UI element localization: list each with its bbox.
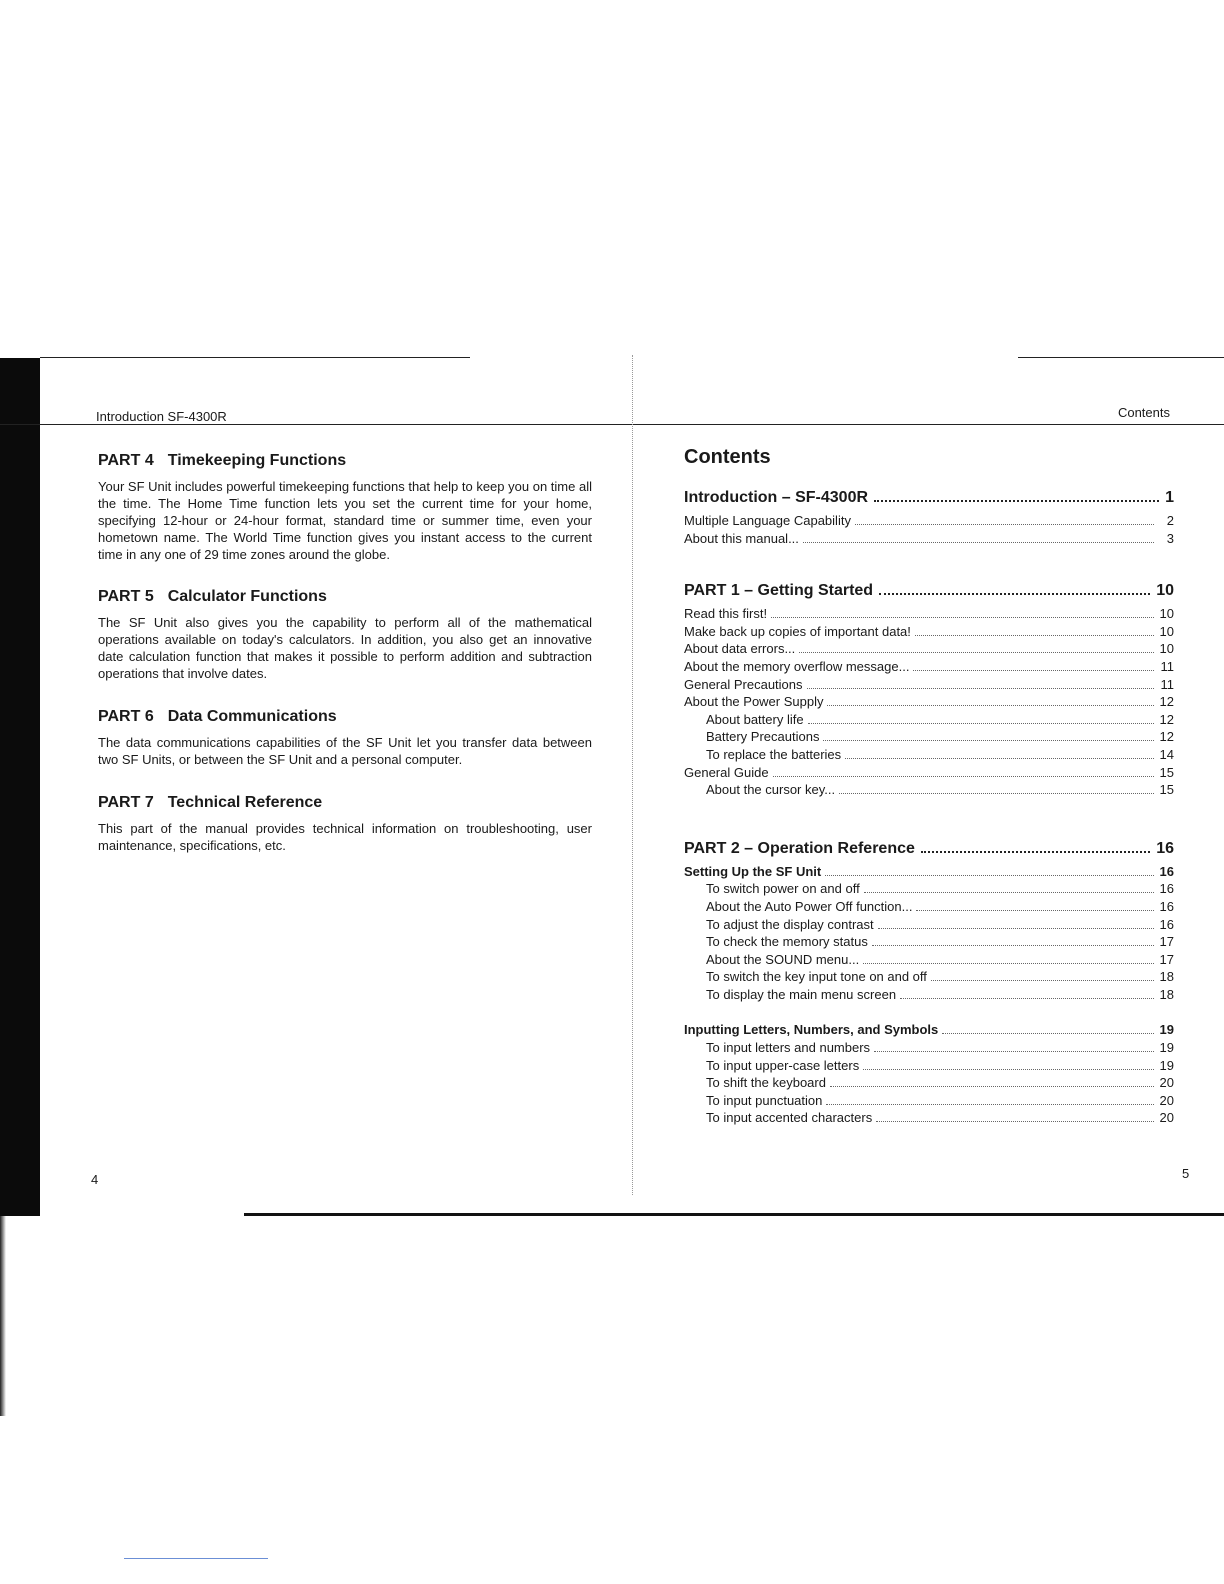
toc-entry-label: Make back up copies of important data! xyxy=(684,623,911,639)
part-4-heading: PART 4 Timekeeping Functions xyxy=(98,452,347,469)
toc-entry xyxy=(684,677,1174,695)
toc-entry-label: To shift the keyboard xyxy=(706,1075,826,1091)
toc-section-label: Introduction – SF-4300R xyxy=(684,489,869,506)
toc-leader xyxy=(823,740,1154,741)
toc-leader xyxy=(913,670,1154,671)
toc-entry-label: To switch power on and off xyxy=(706,881,860,897)
toc-entry xyxy=(684,606,1174,624)
part-5-text: The SF Unit also gives you the capability to perform all of the mathematical operations available on today's calculators. In addition, you also get an innovative date calculation function that makes it possible to perform addition and subtraction operations that involve dates. xyxy=(98,615,592,681)
part-5-block xyxy=(98,588,592,682)
part-7-heading: PART 7 Technical Reference xyxy=(98,794,323,811)
toc-entry-page: 18 xyxy=(1159,969,1174,985)
toc-section-gap xyxy=(684,548,1174,582)
toc-entry-label: To input letters and numbers xyxy=(706,1040,871,1056)
toc-entry-label: About this manual... xyxy=(684,530,799,546)
part-7-text: This part of the manual provides technical information on troubleshooting, user maintenance, specifications, etc. xyxy=(98,821,592,853)
toc-entry-page: 2 xyxy=(1166,513,1174,528)
toc-entry-label: General Precautions xyxy=(684,676,803,692)
toc-entry xyxy=(684,782,1174,800)
toc-entry-label: To display the main menu screen xyxy=(706,986,897,1002)
toc-leader xyxy=(773,776,1154,777)
toc-section-heading xyxy=(684,582,1174,600)
toc-entry-label: About data errors... xyxy=(684,641,796,657)
toc-entry-label: To input accented characters xyxy=(706,1110,873,1126)
toc-entry xyxy=(684,969,1174,987)
toc-section-heading xyxy=(684,489,1174,507)
toc-section-gap xyxy=(684,800,1174,840)
toc-entry-label: To adjust the display contrast xyxy=(706,916,874,932)
contents-title: Contents xyxy=(684,446,771,468)
toc-entry xyxy=(684,694,1174,712)
toc-entry xyxy=(684,747,1174,765)
toc-leader xyxy=(807,688,1154,689)
toc-section-page: 10 xyxy=(1156,582,1174,600)
part-6-block xyxy=(98,708,592,768)
scan-edge-shadow xyxy=(0,1216,6,1416)
toc-entry-label: General Guide xyxy=(684,764,769,780)
toc-entry xyxy=(684,917,1174,935)
toc-leader xyxy=(863,963,1154,964)
toc-entry-page: 16 xyxy=(1159,881,1174,897)
part-5-heading: PART 5 Calculator Functions xyxy=(98,588,327,605)
toc-leader xyxy=(921,851,1150,853)
toc-entry xyxy=(684,531,1174,549)
part-4-block xyxy=(98,452,592,563)
toc-leader xyxy=(876,1121,1154,1122)
toc-entry-page: 12 xyxy=(1159,711,1174,727)
top-rule-left xyxy=(40,357,470,358)
right-page-number: 5 xyxy=(1182,1166,1190,1181)
toc-body xyxy=(684,489,1174,1128)
toc-entry xyxy=(684,641,1174,659)
toc-entry-label: To switch the key input tone on and off xyxy=(706,969,927,985)
toc-entry-page: 16 xyxy=(1159,916,1174,932)
toc-entry xyxy=(684,864,1174,882)
toc-entry-page: 11 xyxy=(1160,658,1174,674)
header-rule xyxy=(0,424,1224,425)
toc-entry xyxy=(684,765,1174,783)
toc-entry-label: About the cursor key... xyxy=(706,782,836,798)
toc-entry xyxy=(684,1058,1174,1076)
part-6-heading: PART 6 Data Communications xyxy=(98,708,337,725)
toc-leader xyxy=(799,652,1154,653)
toc-entry-label: About the Auto Power Off function... xyxy=(706,898,913,914)
toc-entry-label: To check the memory status xyxy=(706,934,868,950)
toc-entry-page: 20 xyxy=(1159,1092,1174,1108)
toc-entry-page: 20 xyxy=(1159,1110,1174,1126)
toc-spacer xyxy=(684,1004,1174,1022)
toc-entry xyxy=(684,659,1174,677)
toc-entry-page: 19 xyxy=(1159,1022,1174,1038)
toc-leader xyxy=(803,542,1154,543)
toc-leader xyxy=(874,500,1159,502)
toc-leader xyxy=(845,758,1154,759)
toc-entry xyxy=(684,1040,1174,1058)
toc-entry xyxy=(684,712,1174,730)
toc-section-page: 16 xyxy=(1156,839,1174,857)
toc-leader xyxy=(916,910,1154,911)
toc-entry-page: 12 xyxy=(1159,694,1174,710)
toc-entry-label: To input punctuation xyxy=(706,1092,823,1108)
toc-leader xyxy=(931,980,1154,981)
toc-leader xyxy=(839,793,1154,794)
toc-entry xyxy=(684,1110,1174,1128)
toc-entry-page: 19 xyxy=(1159,1057,1174,1073)
toc-entry-page: 17 xyxy=(1159,951,1174,967)
left-running-header: Introduction SF-4300R xyxy=(96,409,227,424)
toc-leader xyxy=(830,1086,1154,1087)
toc-entry-page: 10 xyxy=(1159,623,1174,639)
toc-leader xyxy=(942,1033,1154,1034)
toc-entry xyxy=(684,729,1174,747)
toc-entry xyxy=(684,513,1174,531)
toc-entry-label: Multiple Language Capability xyxy=(684,513,851,528)
toc-entry xyxy=(684,1093,1174,1111)
toc-entry-page: 16 xyxy=(1159,898,1174,914)
toc-entry-page: 17 xyxy=(1159,934,1174,950)
toc-entry xyxy=(684,987,1174,1005)
toc-entry-label: Setting Up the SF Unit xyxy=(684,863,822,879)
toc-entry-label: Inputting Letters, Numbers, and Symbols xyxy=(684,1022,939,1038)
right-running-header: Contents xyxy=(1117,405,1170,420)
toc-entry xyxy=(684,881,1174,899)
toc-section-heading xyxy=(684,840,1174,858)
toc-entry-page: 15 xyxy=(1159,764,1174,780)
toc-entry xyxy=(684,1075,1174,1093)
toc-entry-label: About the memory overflow message... xyxy=(684,658,910,674)
table-of-contents xyxy=(684,446,1174,1128)
toc-leader xyxy=(915,635,1154,636)
scan-dark-edge xyxy=(0,358,40,1216)
toc-entry-page: 18 xyxy=(1159,986,1174,1002)
toc-leader xyxy=(826,1104,1154,1105)
bottom-rule xyxy=(244,1213,1224,1216)
toc-leader xyxy=(863,1069,1154,1070)
toc-entry-label: About battery life xyxy=(706,711,804,727)
toc-entry-page: 14 xyxy=(1159,746,1174,762)
toc-leader xyxy=(872,945,1154,946)
toc-entry-page: 16 xyxy=(1159,863,1174,879)
toc-leader xyxy=(900,998,1154,999)
toc-entry-label: To replace the batteries xyxy=(706,746,842,762)
page-gutter xyxy=(632,355,633,1195)
toc-entry-label: Read this first! xyxy=(684,606,768,622)
toc-leader xyxy=(827,705,1154,706)
toc-entry xyxy=(684,899,1174,917)
toc-leader xyxy=(825,875,1154,876)
toc-section-page: 1 xyxy=(1165,489,1174,506)
toc-leader xyxy=(864,892,1154,893)
blue-mark xyxy=(124,1558,268,1559)
toc-leader xyxy=(855,524,1154,525)
toc-entry-page: 19 xyxy=(1159,1040,1174,1056)
toc-entry-label: About the Power Supply xyxy=(684,694,824,710)
toc-leader xyxy=(808,723,1154,724)
toc-section-label: PART 1 – Getting Started xyxy=(684,582,874,600)
toc-section-label: PART 2 – Operation Reference xyxy=(684,839,915,857)
toc-entry-page: 12 xyxy=(1159,729,1174,745)
toc-entry-label: About the SOUND menu... xyxy=(706,951,860,967)
toc-leader xyxy=(878,928,1154,929)
toc-leader xyxy=(879,593,1150,595)
part-7-block xyxy=(98,794,592,854)
toc-entry xyxy=(684,952,1174,970)
toc-entry xyxy=(684,934,1174,952)
toc-entry-label: Battery Precautions xyxy=(706,729,820,745)
toc-entry xyxy=(684,624,1174,642)
toc-entry xyxy=(684,1022,1174,1040)
toc-entry-label: To input upper-case letters xyxy=(706,1057,860,1073)
toc-entry-page: 15 xyxy=(1159,782,1174,798)
top-rule-right xyxy=(1018,357,1224,358)
toc-leader xyxy=(874,1051,1154,1052)
toc-entry-page: 11 xyxy=(1160,676,1174,692)
toc-leader xyxy=(771,617,1154,618)
left-page-number: 4 xyxy=(91,1172,99,1187)
toc-entry-page: 10 xyxy=(1159,641,1174,657)
part-6-text: The data communications capabilities of the SF Unit let you transfer data between two SF Units, or between the SF Unit and a personal computer. xyxy=(98,735,592,767)
part-4-text: Your SF Unit includes powerful timekeeping functions that help to keep you on time all the time. The Home Time function lets you set the current time for your home, specifying 12-hour or 24-hour format, standard time or summer time, even your hometown name. The World Time function gives you instant access to the current time in any one of 29 time zones around the globe. xyxy=(98,479,592,562)
toc-entry-page: 20 xyxy=(1159,1075,1174,1091)
toc-entry-page: 3 xyxy=(1166,530,1174,546)
toc-entry-page: 10 xyxy=(1159,606,1174,622)
